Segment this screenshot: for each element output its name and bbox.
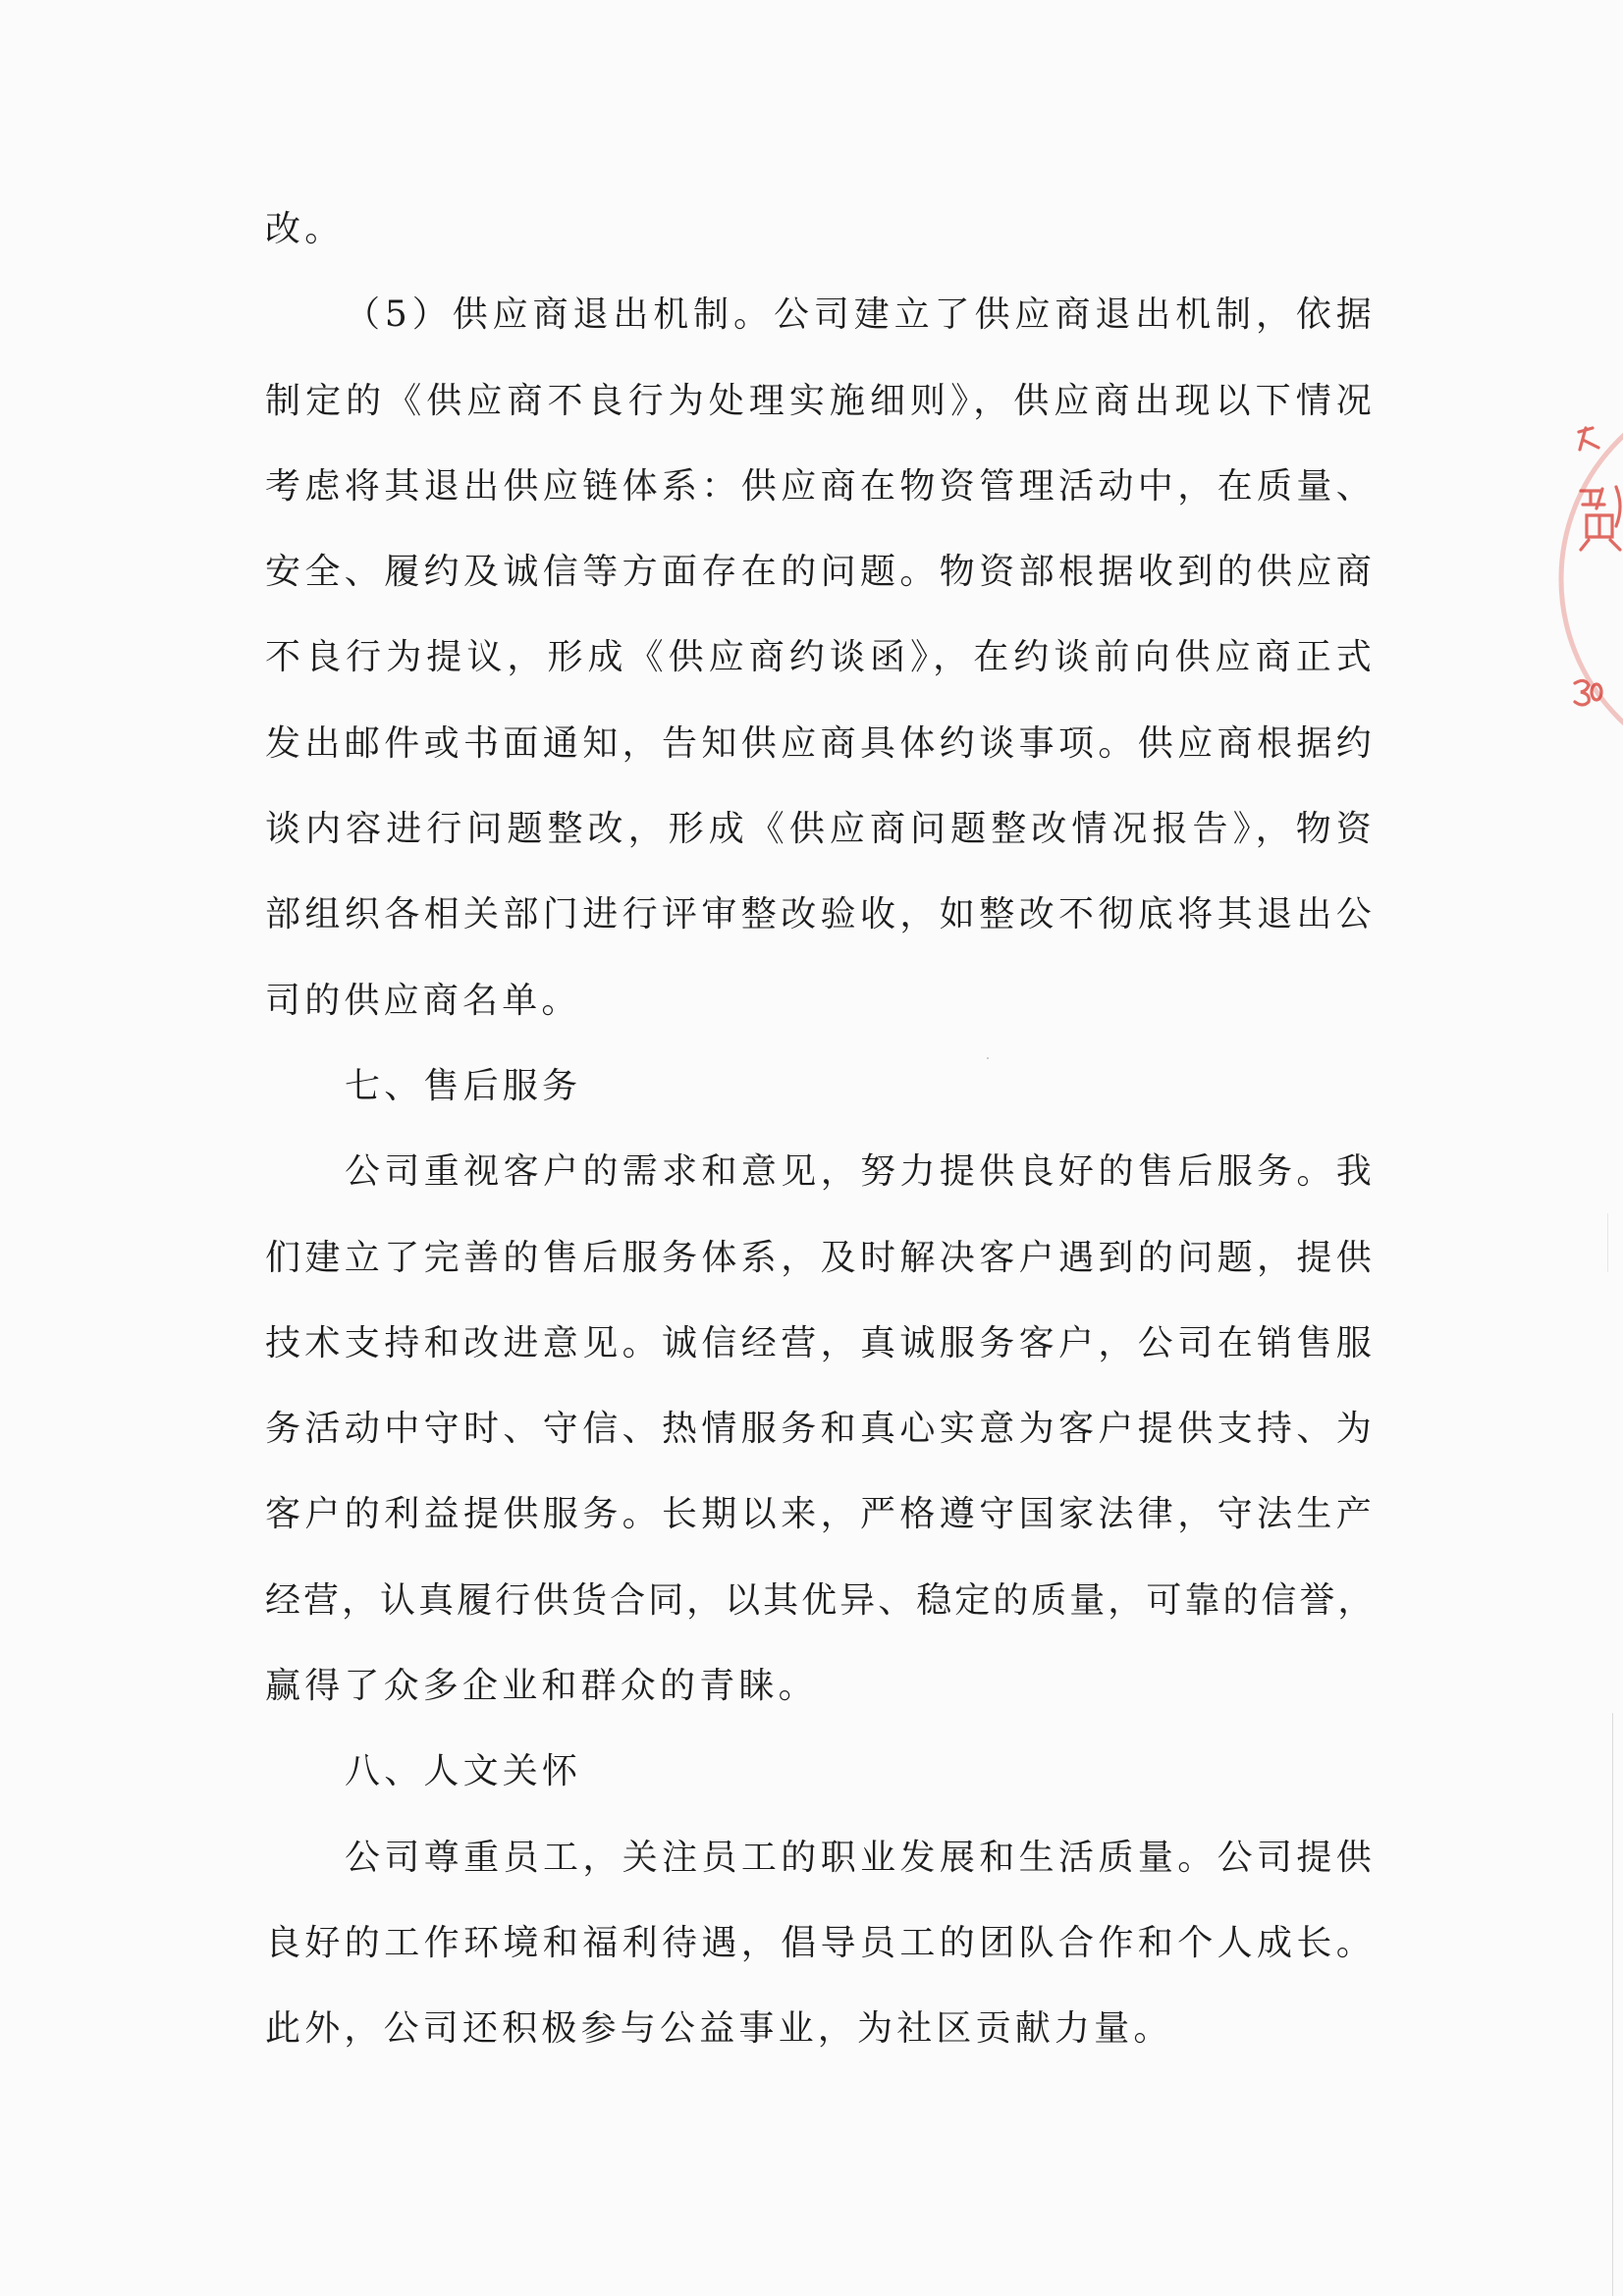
scan-artifact-line [1607, 1213, 1608, 1272]
seal-stamp-fragment [1532, 393, 1623, 766]
paragraph-continuation [265, 187, 1376, 272]
text-line: 安全、履约及诚信等方面存在的问题。物资部根据收到的供应商 [265, 552, 1376, 593]
text-line: 客户的利益提供服务。长期以来，严格遵守国家法律，守法生产 [265, 1494, 1376, 1535]
text-line: 不良行为提议，形成《供应商约谈函》，在约谈前向供应商正式 [265, 637, 1376, 678]
text-line: 考虑将其退出供应链体系：供应商在物资管理活动中，在质量、 [265, 465, 1376, 507]
scan-speck [987, 1057, 989, 1059]
text-line: 技术支持和改进意见。诚信经营，真诚服务客户，公司在销售服 [265, 1322, 1376, 1363]
scan-artifact-line [1612, 1713, 1613, 2296]
text-line: 公司重视客户的需求和意见，努力提供良好的售后服务。我 [345, 1151, 1376, 1193]
text-line: 经营，认真履行供货合同，以其优异、稳定的质量，可靠的信誉， [265, 1579, 1376, 1621]
text-line: 司的供应商名单。 [265, 980, 581, 1021]
text-line: 们建立了完善的售后服务体系，及时解决客户遇到的问题，提供 [265, 1237, 1376, 1278]
section-heading: 八、人文关怀 [345, 1751, 582, 1792]
paragraph-humanistic-care [265, 1815, 1376, 2072]
text-line: 良好的工作环境和福利待遇，倡导员工的团队合作和个人成长。 [265, 1922, 1376, 1963]
paragraph-after-sales [265, 1129, 1376, 1729]
text-line: （5）供应商退出机制。公司建立了供应商退出机制，依据 [345, 294, 1376, 336]
text-line: 发出邮件或书面通知，告知供应商具体约谈事项。供应商根据约 [265, 722, 1376, 764]
seal-ring [1561, 393, 1623, 766]
text-line: 改。 [265, 209, 345, 249]
text-line: 务活动中守时、守信、热情服务和真心实意为客户提供支持、为 [265, 1409, 1376, 1450]
text-line: 公司尊重员工，关注员工的职业发展和生活质量。公司提供 [345, 1837, 1376, 1878]
text-line: 部组织各相关部门进行评审整改验收，如整改不彻底将其退出公 [265, 894, 1376, 935]
paragraph-supplier-exit [265, 272, 1376, 1043]
section-humanistic-care [265, 1729, 1376, 2071]
text-line: 赢得了众多企业和群众的青睐。 [265, 1666, 818, 1707]
text-line: 谈内容进行问题整改，形成《供应商问题整改情况报告》，物资 [265, 809, 1376, 850]
text-line: 制定的《供应商不良行为处理实施细则》，供应商出现以下情况 [265, 380, 1376, 421]
document-body [265, 187, 1376, 2072]
section-after-sales [265, 1043, 1376, 1729]
text-line: 此外，公司还积极参与公益事业，为社区贡献力量。 [265, 2008, 1173, 2050]
section-heading: 七、售后服务 [345, 1065, 582, 1106]
